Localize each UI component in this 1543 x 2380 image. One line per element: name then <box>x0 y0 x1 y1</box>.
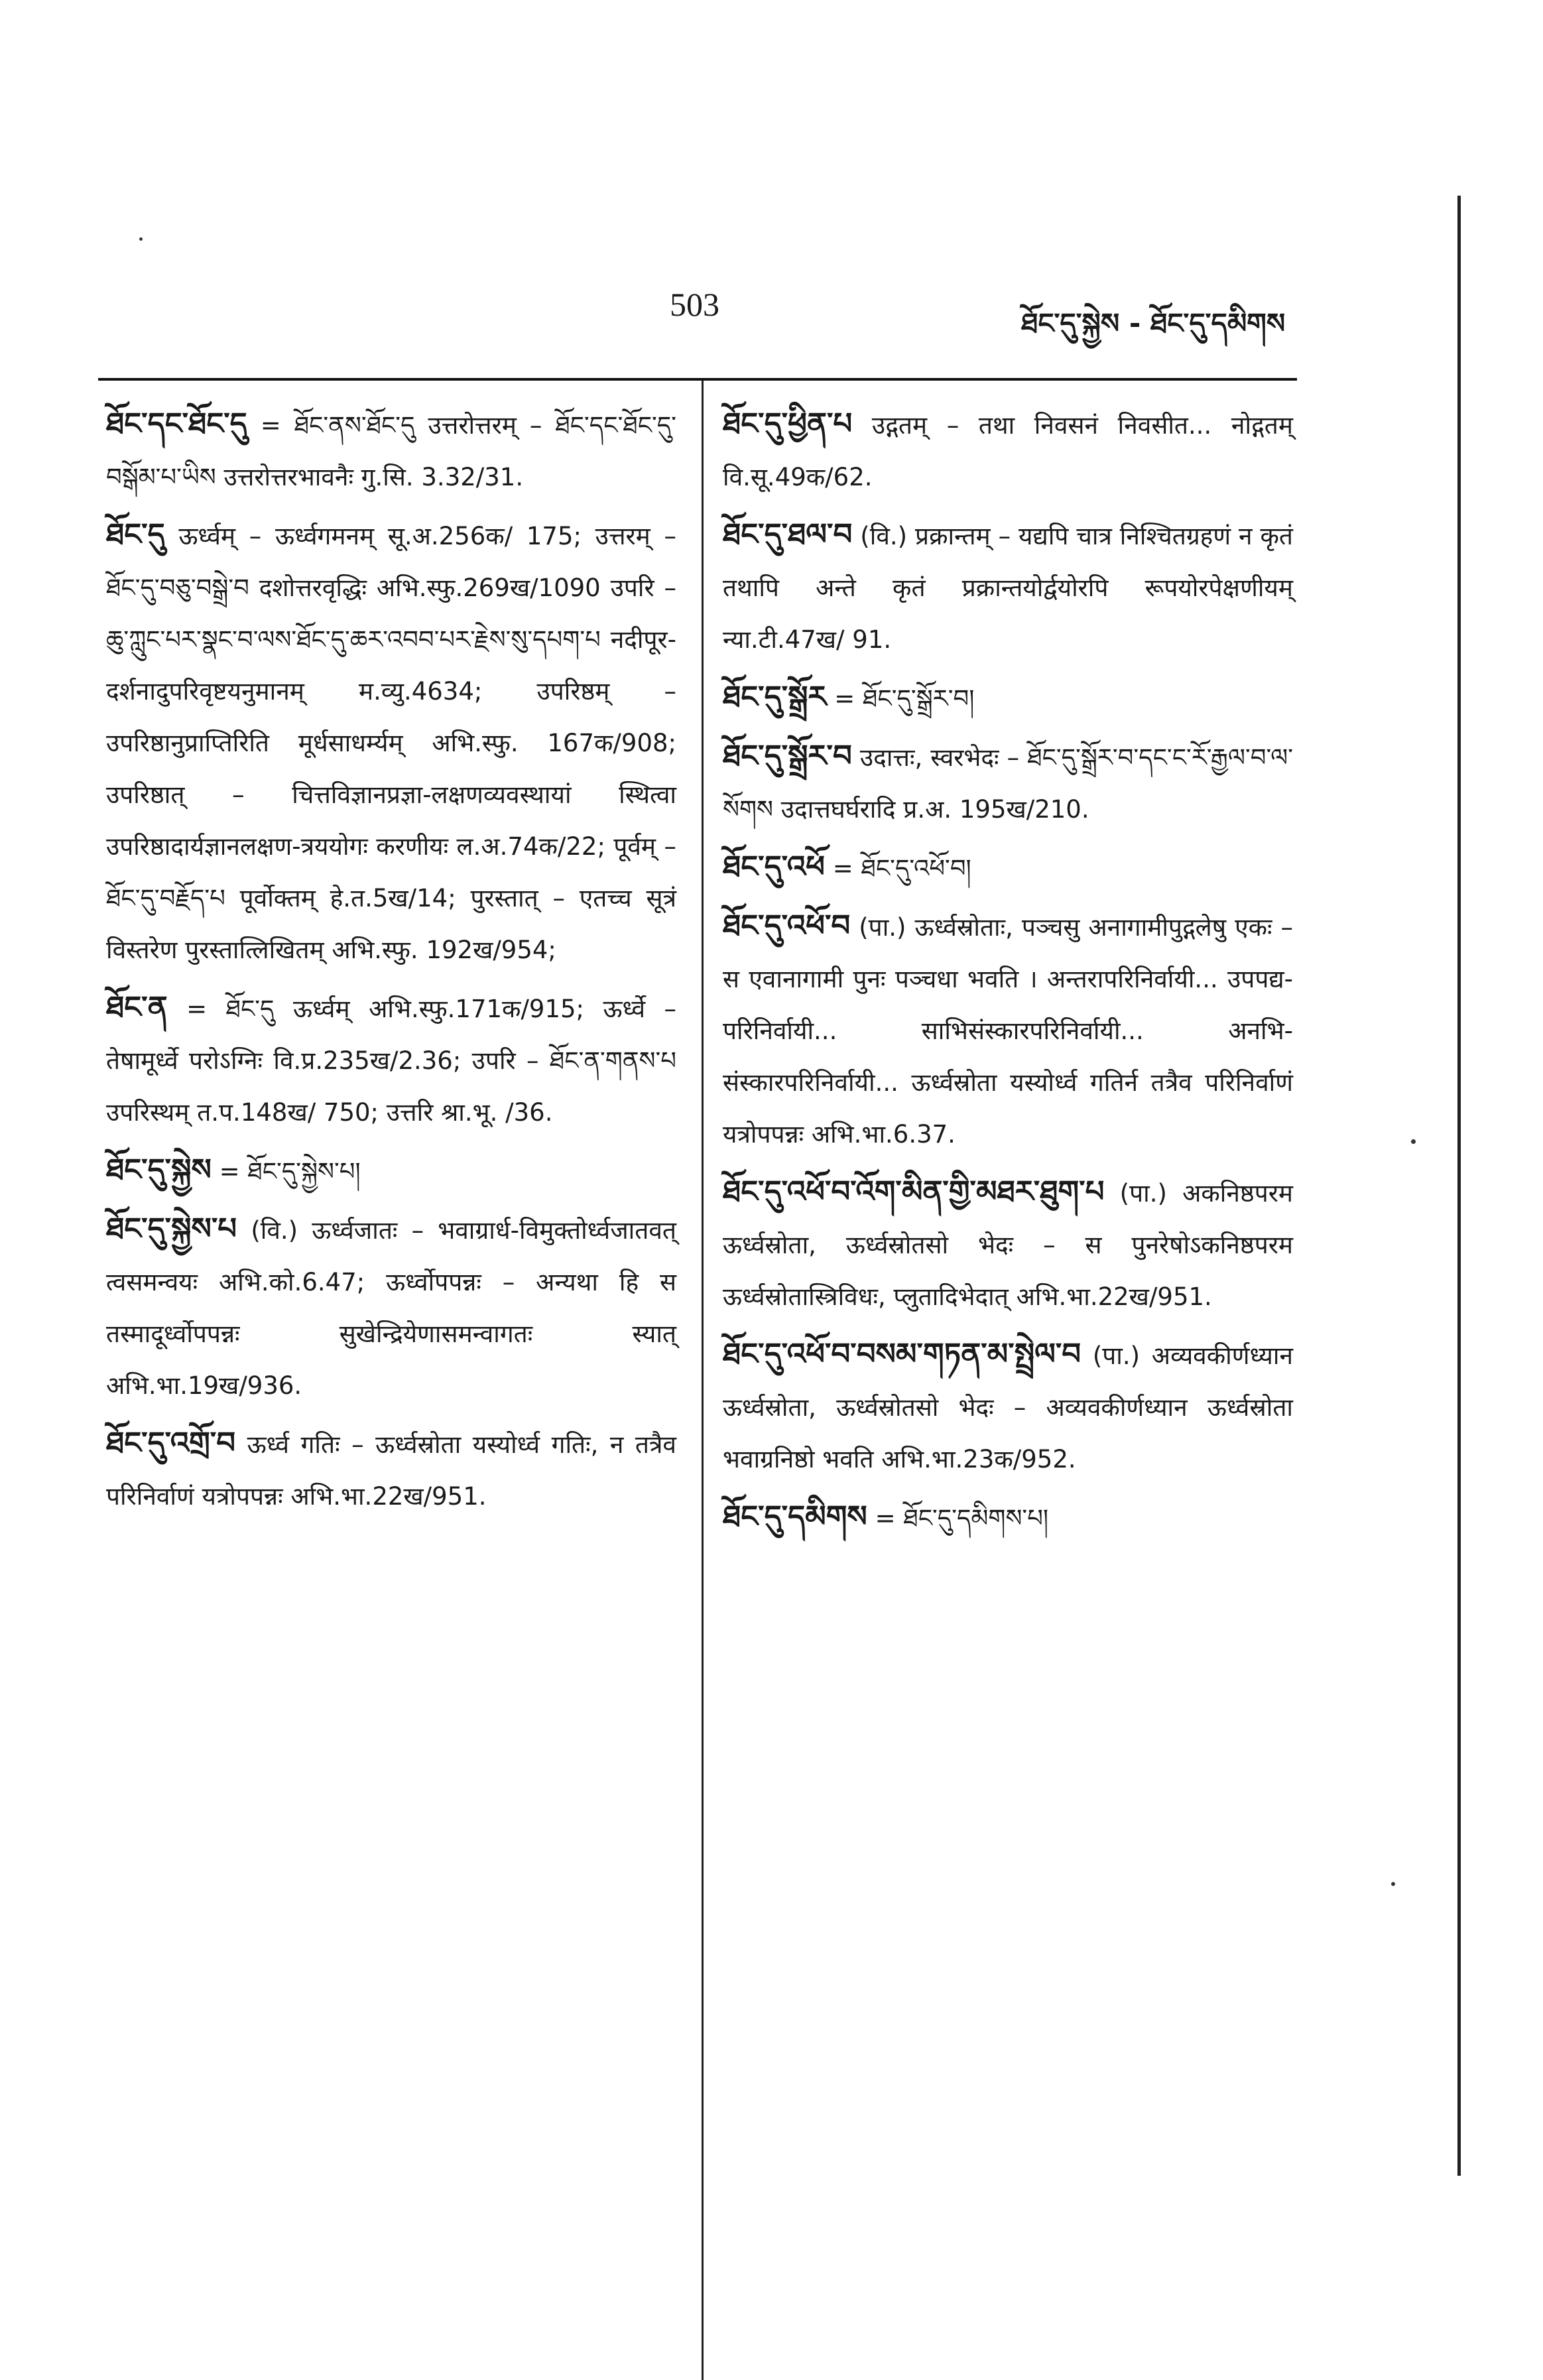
dictionary-entry <box>723 671 1293 725</box>
entry-headword: ཐོང་དུ་སྒྲོར་བ <box>723 738 852 773</box>
entry-headword: ཐོང་དུ་འཕོ་བ་འོག་མིན་གྱི་མཐར་ཐུག་པ <box>723 1174 1105 1209</box>
entry-headword: ཐོང་དུ་འཕོ་བ <box>723 908 851 943</box>
dictionary-entry <box>106 398 676 503</box>
entry-text: (वि.) ऊर्ध्वजातः – भवाग्रार्ध-विमुक्तोर्ध्वजातवत् त्वसमन्वयः अभि.को.6.47; ऊर्ध्वोपपन्नः – अन्यथा हि स तस्मादूर्ध्वोपपन्नः सुखेन्द्रियेणासमन्वागतः स्यात् अभि.भा.19ख/936. <box>106 1216 677 1400</box>
entry-headword: ཐོང་ན <box>106 989 168 1025</box>
entry-headword: ཐོང་དུ་སྒྲོར <box>723 679 827 714</box>
dictionary-entry <box>723 1166 1293 1323</box>
entry-headword: ཐོང་དུ་སྐྱེས་པ <box>106 1211 237 1246</box>
page-number: 503 <box>670 286 719 323</box>
speck <box>139 237 143 241</box>
dictionary-entry <box>723 900 1293 1160</box>
dictionary-entry <box>106 981 676 1139</box>
entry-text: उदात्तः, स्वरभेदः – ཐོང་དུ་སྒྲོར་བ་དང་ང་རོ་རྒྱལ་བ་ལ་སོགས उदात्तघर्घरादि प्र.अ. 195ख/210. <box>723 743 1293 824</box>
entry-headword: ཐོང་དུ་འགྲོ་བ <box>106 1425 236 1460</box>
entry-text: उद्गतम् – तथा निवसनं निवसीत... नोद्गतम् वि.सू.49क/62. <box>723 411 1293 491</box>
page-edge-line <box>1457 196 1461 2176</box>
entry-headword: ཐོང་དུ་ཕྱིན་པ <box>723 406 853 441</box>
entry-headword: ཐོང་དུ་དམིགས <box>723 1499 867 1534</box>
entry-text: ऊर्ध्वम् – ऊर्ध्वगमनम् सू.अ.256क/ 175; उत्तरम् – ཐོང་དུ་བཅུ་བསྒྲེ་བ दशोत्तरवृद्धिः अभि.स्फु.269ख/1090 उपरि – ཆུ་ཀླུང་པར་སྣང་བ་ལས་ཐོང་དུ་ཆར་འབབ་པར་རྗེས་སུ་དཔག་པ नदीपूर-दर्शनादुपरिवृष्टयनुमानम् म.व्यु.4634; उपरिष्ठम् – उपरिष्ठानुप्राप्तिरिति मूर्धसाधर्म्यम् अभि.स्फु. 167क/908; उपरिष्ठात् – चित्तविज्ञानप्रज्ञा-लक्षणव्यवस्थायां स्थित्वा उपरिष्ठादार्यज्ञानलक्षण-त्रययोगः करणीयः ल.अ.74क/22; पूर्वम् – ཐོང་དུ་བརྗོད་པ पूर्वोक्तम् हे.त.5ख/14; पुरस्तात् – एतच्च सूत्रं विस्तरेण पुरस्तात्लिखितम् अभि.स्फु. 192ख/954; <box>106 522 677 964</box>
dictionary-entry <box>723 1491 1293 1544</box>
entry-text: = ཐོང་དུ་སྒྲོར་བ། <box>834 684 975 713</box>
entry-text: = ཐོང་དུ་འཕོ་བ། <box>832 854 971 883</box>
right-column <box>723 398 1293 1550</box>
dictionary-entry <box>723 1328 1293 1485</box>
entry-headword: ཐོང་དུ་སྐྱེས <box>106 1152 212 1187</box>
running-head: ཐོང་དུ་སྐྱེས - ཐོང་དུ་དམིགས <box>1021 307 1286 340</box>
entry-headword: ཐོང་དུ་འཕོ་བ་བསམ་གཏན་མ་སྤྲེལ་བ <box>723 1336 1081 1371</box>
left-column <box>106 398 676 1528</box>
entry-text: (पा.) ऊर्ध्वस्रोताः, पञ्चसु अनागामीपुद्गलेषु एकः – स एवानागामी पुनः पञ्चधा भवति । अन्तरापरिनिर्वायी... उपपद्य-परिनिर्वायी... साभिसंस्कारपरिनिर्वायी... अनभि-संस्कारपरिनिर्वायी... ऊर्ध्वस्रोता यस्योर्ध्व गतिर्न तत्रैव परिनिर्वाणं यत्रोपपन्नः अभि.भा.6.37. <box>723 913 1293 1149</box>
dictionary-entry <box>723 509 1293 666</box>
entry-text: (वि.) प्रक्रान्तम् – यद्यपि चात्र निश्चितग्रहणं न कृतं तथापि अन्ते कृतं प्रक्रान्तयोर्द्वयोरपि रूपयोरपेक्षणीयम् न्या.टी.47ख/ 91. <box>723 522 1293 654</box>
entry-text: (पा.) अव्यवकीर्णध्यान ऊर्ध्वस्रोता, ऊर्ध्वस्रोतसो भेदः – अव्यवकीर्णध्यान ऊर्ध्वस्रोता भवाग्रनिष्ठो भवति अभि.भा.23क/952. <box>723 1342 1293 1473</box>
entry-text: = ཐོང་དུ་དམིགས་པ། <box>875 1504 1049 1533</box>
entry-headword: ཐོང་དུ <box>106 517 165 552</box>
entry-text: (पा.) अकनिष्ठपरम ऊर्ध्वस्रोता, ऊर्ध्वस्रोतसो भेदः – स पुनरेषोऽकनिष्ठपरम ऊर्ध्वस्रोतास्त्रिविधः, प्लुतादिभेदात् अभि.भा.22ख/951. <box>723 1179 1293 1311</box>
entry-headword: ཐོང་དང་ཐོང་དུ <box>106 406 247 441</box>
header-rule <box>98 378 1297 381</box>
speck <box>1411 1139 1416 1144</box>
dictionary-entry <box>723 398 1293 503</box>
dictionary-entry <box>106 1417 676 1523</box>
dictionary-entry <box>106 1144 676 1198</box>
speck <box>1391 1882 1395 1886</box>
column-divider <box>702 381 704 2380</box>
entry-headword: ཐོང་དུ་འཕོ <box>723 849 825 884</box>
entry-text: = ཐོང་ནས་ཐོང་དུ उत्तरोत्तरम् – ཐོང་དང་ཐོང་དུ་བསྒོམ་པ་ཡིས उत्तरोत्तरभावनैः गु.सि. 3.32/31. <box>106 411 676 491</box>
entry-text: = ཐོང་དུ ऊर्ध्वम् अभि.स्फु.171क/915; ऊर्ध्वे – तेषामूर्ध्वे परोऽग्निः वि.प्र.235ख/2.36; उपरि – ཐོང་ན་གནས་པ उपरिस्थम् त.प.148ख/ 750; उत्तरि श्रा.भू. /36. <box>106 995 676 1127</box>
dictionary-entry <box>106 1203 676 1412</box>
entry-headword: ཐོང་དུ་ཐལ་བ <box>723 517 853 552</box>
entry-text: = ཐོང་དུ་སྐྱེས་པ། <box>219 1157 361 1186</box>
dictionary-entry <box>723 841 1293 895</box>
entry-text: ऊर्ध्व गतिः – ऊर्ध्वस्रोता यस्योर्ध्व गतिः, न तत्रैव परिनिर्वाणं यत्रोपपन्नः अभि.भा.22ख/951. <box>106 1430 676 1511</box>
dictionary-entry <box>723 730 1293 836</box>
dictionary-entry <box>106 509 676 976</box>
